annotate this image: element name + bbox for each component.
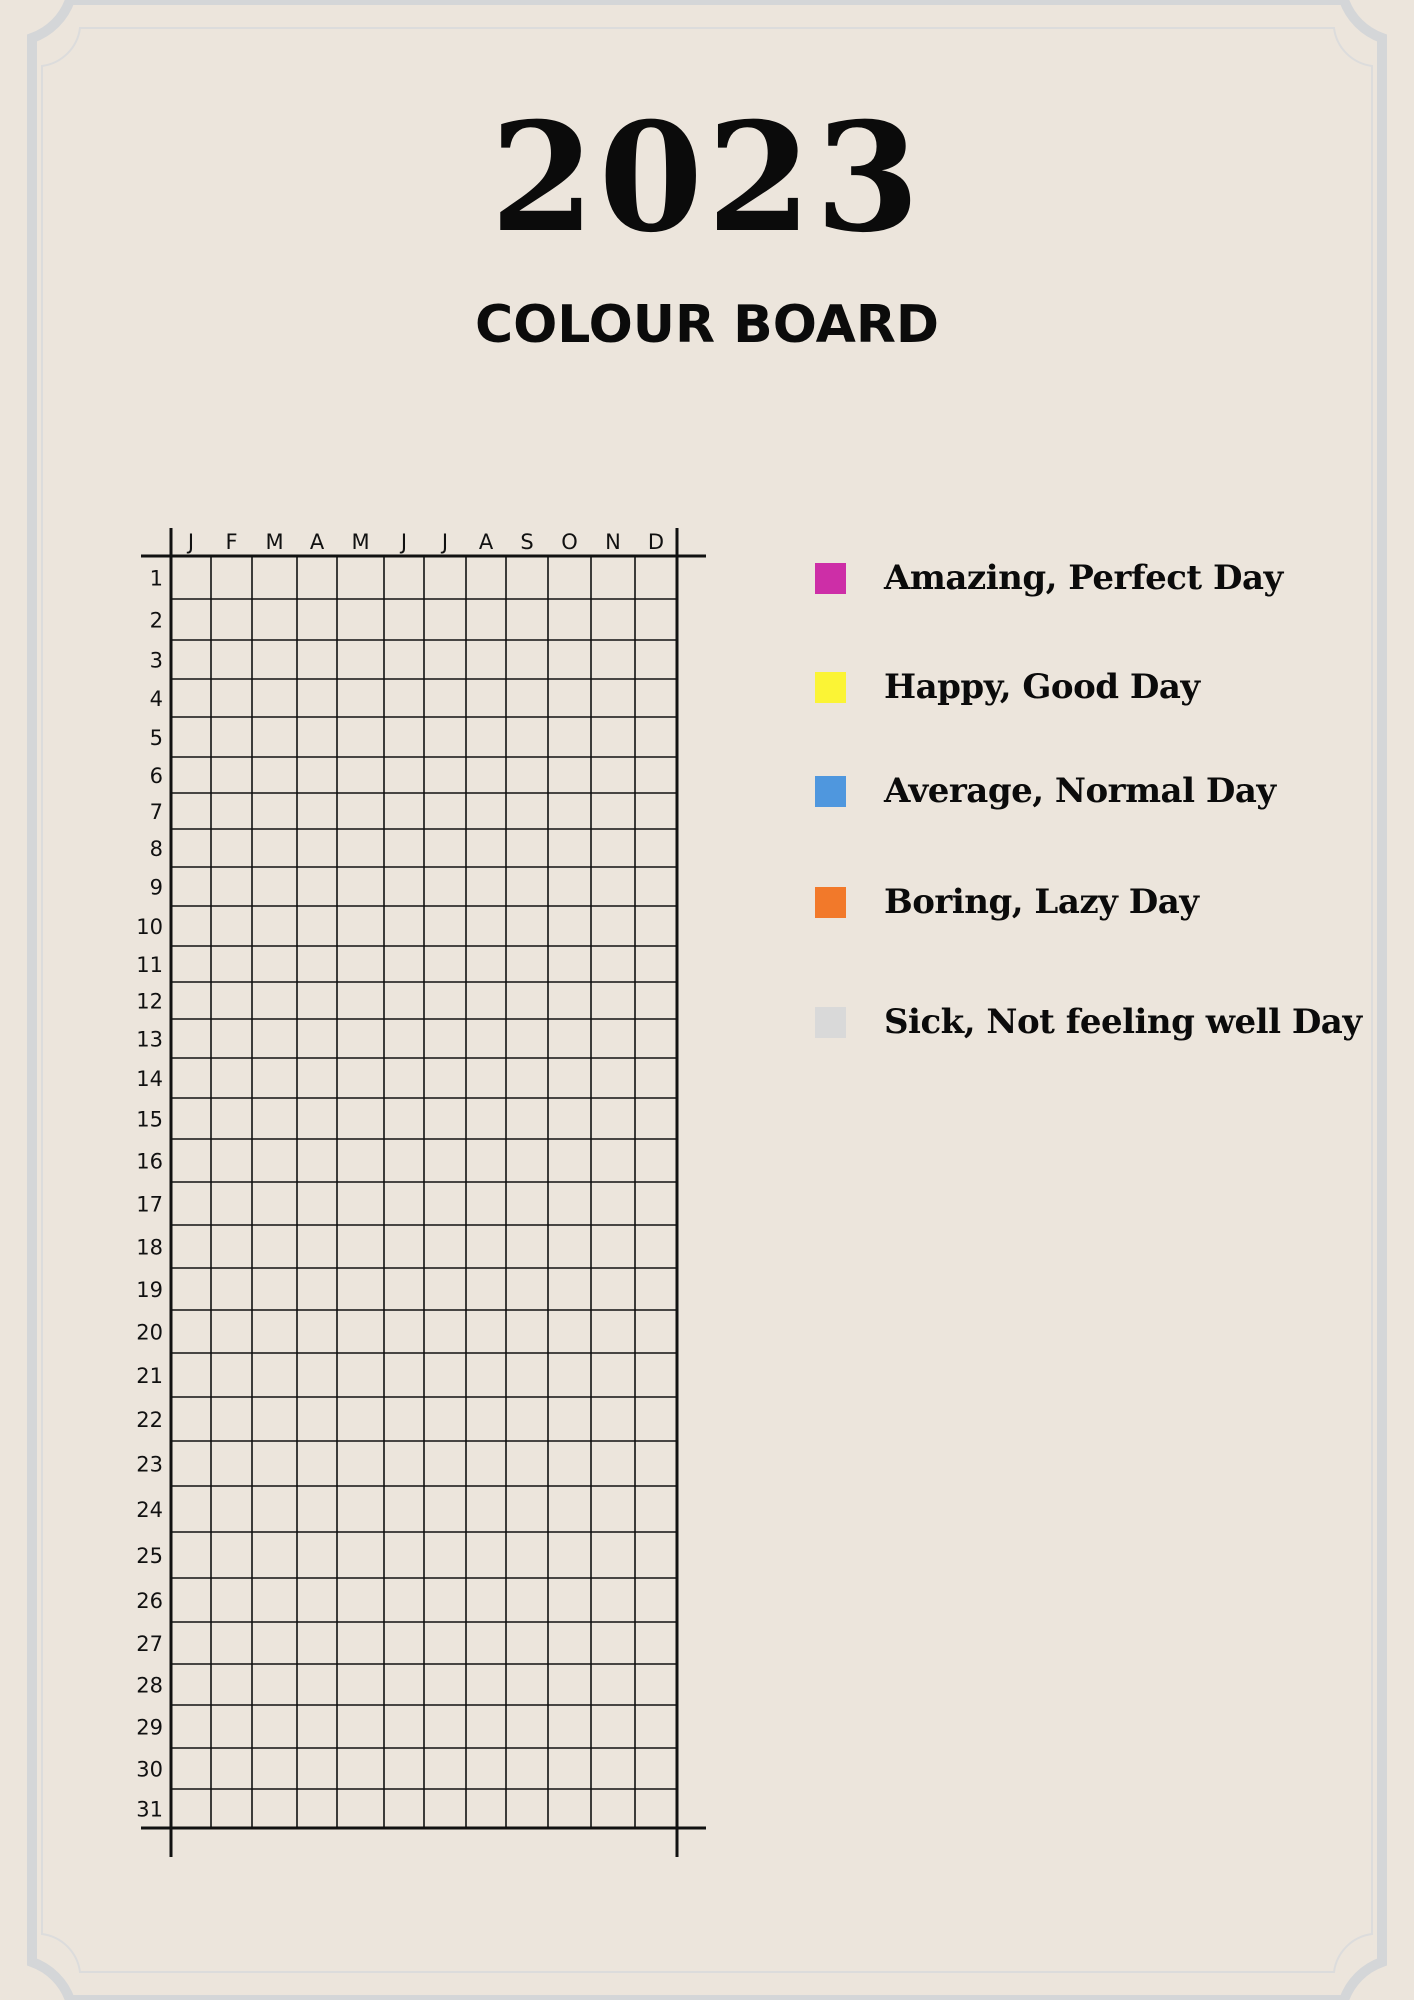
day-label: 7 [149, 800, 163, 824]
day-label: 24 [136, 1498, 163, 1522]
legend-swatch-happy [815, 672, 846, 703]
day-label: 3 [149, 648, 163, 673]
day-label: 9 [149, 875, 163, 900]
month-labels [186, 530, 664, 554]
day-label: 23 [136, 1452, 163, 1477]
month-label: M [265, 530, 284, 554]
month-label: S [520, 530, 534, 554]
month-label: N [605, 530, 621, 554]
day-label: 2 [149, 608, 163, 633]
legend-swatch-amazing [815, 563, 846, 594]
legend-label-average: Average, Normal Day [884, 771, 1276, 811]
month-label: D [647, 530, 665, 554]
day-label: 18 [136, 1235, 163, 1260]
day-label: 26 [136, 1589, 163, 1613]
day-label: 11 [136, 953, 163, 977]
day-label: 8 [149, 837, 163, 861]
day-label: 27 [136, 1632, 163, 1656]
day-label: 10 [136, 915, 163, 939]
month-label: A [309, 530, 325, 554]
day-label: 22 [136, 1408, 163, 1432]
day-label: 28 [136, 1673, 163, 1698]
day-label: 6 [149, 764, 163, 788]
legend-swatch-average [815, 776, 846, 807]
day-label: 15 [136, 1107, 163, 1132]
day-label: 4 [149, 687, 163, 711]
day-label: 20 [136, 1320, 163, 1345]
month-label: J [187, 530, 195, 554]
day-label: 1 [149, 566, 163, 591]
month-label: F [225, 530, 238, 554]
day-label: 31 [136, 1797, 163, 1822]
day-label: 14 [136, 1067, 163, 1091]
page-subtitle: COLOUR BOARD [474, 295, 940, 355]
legend-label-amazing: Amazing, Perfect Day [884, 558, 1283, 598]
month-label: A [478, 530, 494, 554]
grid-lines [141, 528, 706, 1857]
month-label: J [441, 530, 449, 554]
day-label: 21 [136, 1364, 163, 1388]
day-label: 17 [136, 1192, 163, 1217]
day-label: 19 [136, 1278, 163, 1302]
day-label: 16 [136, 1149, 163, 1174]
month-label: M [351, 530, 370, 554]
day-label: 12 [136, 989, 163, 1014]
legend-swatch-boring [815, 887, 846, 918]
month-label: J [400, 530, 408, 554]
day-label: 13 [136, 1027, 163, 1052]
day-labels [136, 567, 163, 1822]
legend-label-boring: Boring, Lazy Day [884, 882, 1199, 922]
legend-label-sick: Sick, Not feeling well Day [884, 1002, 1362, 1042]
day-label: 30 [136, 1757, 163, 1782]
legend-swatch-sick [815, 1007, 846, 1038]
day-label: 25 [136, 1544, 163, 1568]
legend-label-happy: Happy, Good Day [884, 667, 1200, 707]
page-title: 2023 [490, 90, 924, 266]
day-label: 5 [149, 726, 163, 750]
day-label: 29 [136, 1715, 163, 1740]
month-label: O [561, 530, 578, 554]
